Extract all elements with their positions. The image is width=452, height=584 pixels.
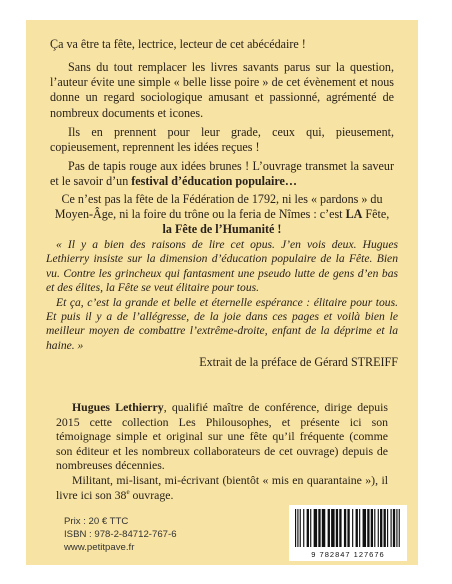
barcode-bar	[371, 509, 373, 547]
barcode-bar	[300, 509, 301, 547]
intro-block	[26, 37, 418, 52]
isbn: ISBN : 978-2-84712-767-6	[64, 529, 177, 540]
paragraph-4-text: Ce n’est pas la fête de la Fédération de 1792, ni les « pardons » du Moyen-Âge, ni la foire du trône ou la feria de Nîmes : c’est	[54, 191, 383, 221]
paragraph-4-fete: Fête,	[362, 206, 390, 221]
barcode-number: 9 782847 127676	[311, 550, 385, 559]
author-name: Hugues Lethierry	[72, 400, 164, 414]
barcode-bar	[396, 509, 397, 547]
barcode-bar	[356, 509, 358, 547]
bio-paragraph-2	[56, 473, 388, 502]
price-info	[64, 515, 177, 554]
barcode-bar	[363, 509, 366, 547]
preface-quote-block	[26, 238, 418, 370]
book-back-cover	[26, 20, 418, 565]
summary-block	[26, 60, 418, 237]
barcode-bar	[378, 509, 379, 547]
bio-paragraph-1-text: , qualifié maître de conférence, dirige depuis 2015 cette collection Les Philousophes, et présente ici son témoignage simple et original sur une fête qu’il fréquente (comme son éditeur et les nombreux collaborateurs de cet ouvrage) depuis de nombreuses décennies.	[56, 400, 388, 473]
barcode-bar	[331, 509, 334, 547]
barcode-bar	[336, 509, 338, 547]
author-bio-block	[26, 400, 418, 502]
barcode-bar	[391, 509, 392, 547]
barcode-bar	[352, 509, 353, 547]
paragraph-3-text: Pas de tapis rouge aux idées brunes ! L’ouvrage transmet la saveur et le savoir d’un	[50, 159, 394, 189]
paragraph-3-emphasis: festival d’éducation populaire…	[131, 174, 298, 189]
barcode-bar	[399, 509, 400, 547]
barcode-bar	[359, 509, 360, 547]
barcode-bar	[393, 509, 395, 547]
intro-line: Ça va être ta fête, lectrice, lecteur de cet abécédaire !	[50, 37, 306, 51]
barcode-bar	[322, 509, 325, 547]
barcode-bar	[318, 509, 320, 547]
bio-paragraph-2-text: Militant, mi-lisant, mi-écrivant (bientôt « mis en quarantaine »), il livre ici son 38	[56, 472, 388, 502]
barcode-bar	[310, 509, 311, 547]
barcode-bar	[374, 509, 375, 547]
paragraph-1: Sans du tout remplacer les livres savants parus sur la question, l’auteur évite une simple « belle lisse poire » de cet évènement et nous donne un regard sociologique amusant et passionné, agrémenté de nombreux documents et icones.	[50, 60, 394, 120]
barcode-bar	[387, 509, 388, 547]
barcode-bar	[344, 509, 346, 547]
barcode-bar	[328, 509, 330, 547]
price: Prix : 20 € TTC	[64, 516, 129, 527]
quote-paragraph-2: Et ça, c’est la grande et belle et éternelle espérance : élitaire pour tous. Et puis il y a de l’allégresse, de la joie dans ces pages et voilà bien le meilleur moyen de combattre l’extrême-droite, enfant de la déprime et la haine. »	[46, 295, 398, 352]
bio-paragraph-1	[56, 400, 388, 473]
barcode-bar	[367, 509, 369, 547]
barcode-bar	[339, 509, 341, 547]
quote-attribution: Extrait de la préface de Gérard STREIFF	[199, 355, 398, 370]
bio-paragraph-2-end: ouvrage.	[129, 487, 174, 502]
publisher-website: www.petitpave.fr	[64, 542, 135, 553]
barcode-bar	[295, 509, 296, 547]
barcode-bar	[347, 509, 349, 547]
barcode-bar	[307, 509, 309, 547]
barcode	[289, 505, 407, 561]
barcode-bar	[297, 509, 298, 547]
ordinal-suffix: e	[126, 487, 130, 496]
paragraph-4	[50, 192, 394, 238]
barcode-bar	[303, 509, 304, 547]
barcode-bar	[384, 509, 386, 547]
paragraph-4-emphasis: la Fête de l’Humanité !	[162, 222, 282, 237]
barcode-bar	[314, 509, 317, 547]
paragraph-3	[50, 159, 394, 189]
paragraph-2: Ils en prennent pour leur grade, ceux qui, pieusement, copieusement, reprennent les idées reçues !	[50, 124, 394, 155]
barcode-bars	[289, 507, 407, 553]
barcode-bar	[380, 509, 382, 547]
quote-paragraph-1: « Il y a bien des raisons de lire cet opus. J’en vois deux. Hugues Lethierry insiste sur la dimension d’éducation populaire de la Fête. Bien vu. Contre les grincheux qui fantasment une pseudo lutte de gens d’en bas et des élites, la Fête se veut élitaire pour tous.	[46, 238, 398, 295]
paragraph-4-la: LA	[345, 206, 363, 221]
